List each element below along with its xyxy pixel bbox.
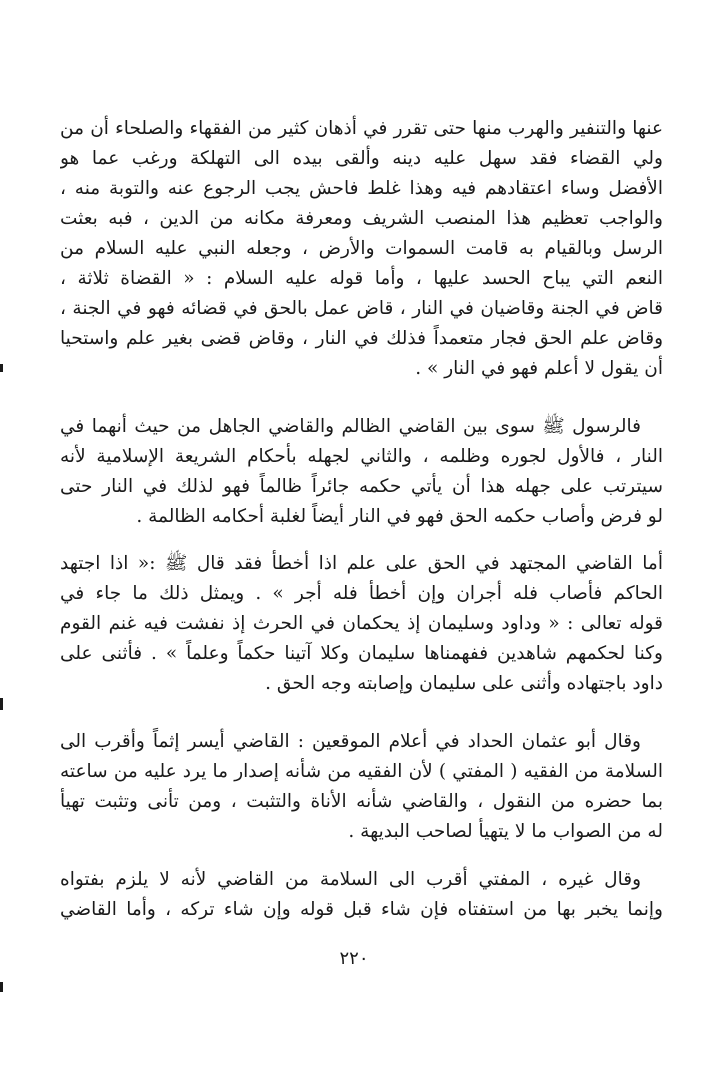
page-number: ٢٢٠ (339, 948, 369, 969)
text-line: وقال غيره ، المفتي أقرب الى السلامة من القاضي لأنه لا يلزم بفتواه (60, 869, 641, 890)
text-line: الأفضل وساء اعتقادهم فيه وهذا غلط فاحش يجب الرجوع عنه والتوبة منه ، (60, 178, 663, 199)
text-line: وإنما يخبر بها من استفتاه فإن شاء قبل قوله وإن شاء تركه ، وأما القاضي (60, 899, 663, 920)
paragraph-1 (60, 114, 663, 384)
text-line: ولي القضاء فقد سهل عليه دينه وألقى بيده الى التهلكة ورغب عما هو (60, 148, 663, 169)
text-line: وقاض علم الحق فجار متعمداً فذلك في النار ، وقاض قضى بغير علم واستحيا (60, 328, 663, 349)
text-line: داود باجتهاده وأثنى على سليمان وإصابته وجه الحق . (265, 673, 663, 694)
text-line: عنها والتنفير والهرب منها حتى تقرر في أذهان كثير من الفقهاء والصلحاء أن من (60, 118, 663, 139)
text-line: وقال أبو عثمان الحداد في أعلام الموقعين : القاضي أيسر إثماً وأقرب الى (60, 731, 641, 752)
text-line: أن يقول لا أعلم فهو في النار » . (415, 358, 663, 379)
text-line: والواجب تعظيم هذا المنصب الشريف ومعرفة مكانه من الدين ، فبه بعثت (60, 208, 663, 229)
text-line: النعم التي يباح الحسد عليها ، وأما قوله عليه السلام : « القضاة ثلاثة ، (60, 268, 663, 289)
text-line: النار ، فالأول لجوره وظلمه ، والثاني لجهله بأحكام الشريعة الإسلامية لأنه (60, 446, 663, 467)
text-line: الحاكم فأصاب فله أجران وإن أخطأ فله أجر » . ويمثل ذلك ما جاء في (60, 583, 663, 604)
paragraph-3 (60, 549, 663, 699)
text-line: سيترتب على جهله هذا أن يأتي حكمه جائراً ظالماً فهو لذلك في النار حتى (60, 476, 663, 497)
text-line: له من الصواب ما لا يتهيأ لصاحب البديهة . (348, 821, 663, 842)
text-line: السلامة من الفقيه ( المفتي ) لأن الفقيه من شأنه إصدار ما يرد عليه من ساعته (60, 761, 663, 782)
paragraph-5 (60, 865, 663, 925)
text-line: لو فرض وأصاب حكمه الحق فهو في النار أيضاً لغلبة أحكامه الظالمة . (136, 506, 663, 527)
text-line: بما حضره من النقول ، والقاضي شأنه الأناة والتثبت ، ومن تأنى وتثبت تهيأ (60, 791, 663, 812)
text-line: أما القاضي المجتهد في الحق على علم اذا أخطأ فقد قال ﷺ :« اذا اجتهد (60, 553, 663, 574)
text-line: قوله تعالى : « وداود وسليمان إذ يحكمان في الحرث إذ نفشت فيه غنم القوم (60, 613, 663, 634)
paragraph-4 (60, 727, 663, 847)
text-line: قاض في الجنة وقاضيان في النار ، قاض عمل بالحق في قضائه فهو في الجنة ، (60, 298, 663, 319)
margin-mark (0, 982, 3, 992)
margin-mark (0, 364, 3, 372)
margin-mark (0, 698, 3, 710)
text-line: وكنا لحكمهم شاهدين ففهمناها سليمان وكلا آتينا حكماً وعلماً » . فأثنى على (60, 643, 663, 664)
text-line: الرسل وبالقيام به قامت السموات والأرض ، وجعله النبي عليه السلام من (60, 238, 663, 259)
text-line: فالرسول ﷺ سوى بين القاضي الظالم والقاضي الجاهل من حيث أنهما في (60, 416, 641, 437)
paragraph-2 (60, 412, 663, 532)
